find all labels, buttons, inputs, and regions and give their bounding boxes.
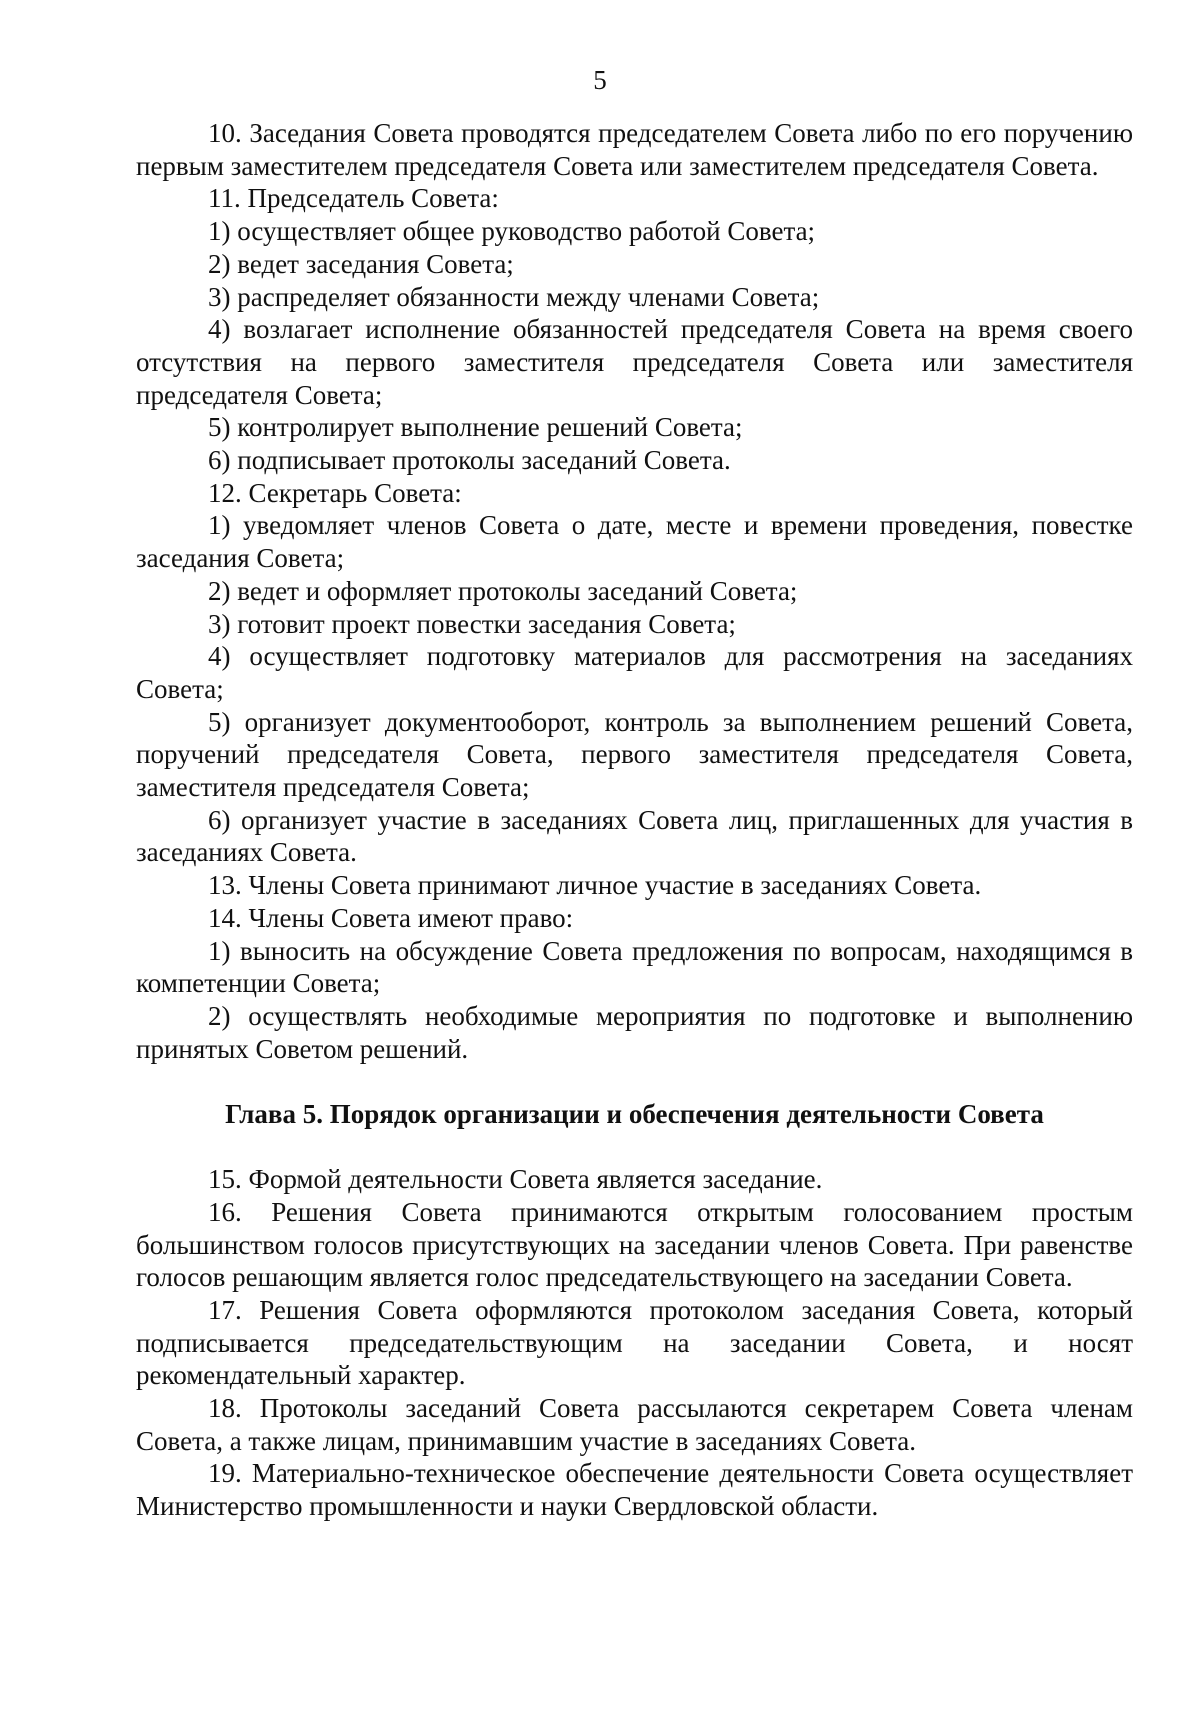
paragraph-11: 11. Председатель Совета: [208,183,499,214]
paragraph-12-item-6: 6) организует участие в заседаниях Совета лиц, приглашенных для участия в заседаниях Совета. [136,804,1133,868]
paragraph-11-item-1: 1) осуществляет общее руководство работой Совета; [208,216,816,247]
paragraph-15: 15. Формой деятельности Совета является заседание. [208,1164,823,1195]
document-body [136,117,1133,1523]
paragraph-11-item-3: 3) распределяет обязанности между членами Совета; [208,281,820,312]
paragraph-11-item-6: 6) подписывает протоколы заседаний Совета. [208,445,731,476]
page-number: 5 [593,65,607,95]
paragraph-11-item-5: 5) контролирует выполнение решений Совета; [208,412,743,443]
paragraph-11-item-4: 4) возлагает исполнение обязанностей председателя Совета на время своего отсутствия на первого заместителя председателя Совета или заместителя председателя Совета; [136,314,1133,410]
paragraph-17: 17. Решения Совета оформляются протоколом заседания Совета, который подписывается председательствующим на заседании Совета, и носят рекомендательный характер. [136,1294,1133,1391]
paragraph-14: 14. Члены Совета имеют право: [208,902,574,933]
paragraph-18: 18. Протоколы заседаний Совета рассылаются секретарем Совета членам Совета, а также лицам, принимавшим участие в заседаниях Совета. [136,1393,1133,1456]
paragraph-12-item-3: 3) готовит проект повестки заседания Совета; [208,608,736,639]
paragraph-14-item-1: 1) выносить на обсуждение Совета предложения по вопросам, находящимся в компетенции Совета; [136,935,1133,999]
paragraph-19: 19. Материально-техническое обеспечение деятельности Совета осуществляет Министерство промышленности и науки Свердловской области. [136,1458,1133,1522]
paragraph-12-item-1: 1) уведомляет членов Совета о дате, месте и времени проведения, повестке заседания Совета; [136,510,1133,574]
chapter-title: Глава 5. Порядок организации и обеспечения деятельности Совета [225,1099,1044,1130]
paragraph-12-item-2: 2) ведет и оформляет протоколы заседаний Совета; [208,575,798,606]
paragraph-14-item-2: 2) осуществлять необходимые мероприятия по подготовке и выполнению принятых Советом решений. [136,1000,1133,1064]
paragraph-11-item-2: 2) ведет заседания Совета; [208,248,514,279]
paragraph-12-item-4: 4) осуществляет подготовку материалов для рассмотрения на заседаниях Совета; [136,641,1133,704]
paragraph-16: 16. Решения Совета принимаются открытым голосованием простым большинством голосов присутствующих на заседании членов Совета. При равенстве голосов решающим является голос председательствующего на заседании Совета. [136,1196,1133,1293]
paragraph-12: 12. Секретарь Совета: [208,477,462,508]
paragraph-13: 13. Члены Совета принимают личное участие в заседаниях Совета. [208,870,982,901]
paragraph-10: 10. Заседания Совета проводятся председателем Совета либо по его поручению первым заместителем председателя Совета или заместителем председателя Совета. [136,118,1133,181]
paragraph-12-item-5: 5) организует документооборот, контроль за выполнением решений Совета, поручений председателя Совета, первого заместителя председателя Совета, заместителя председателя Совета; [136,706,1133,803]
